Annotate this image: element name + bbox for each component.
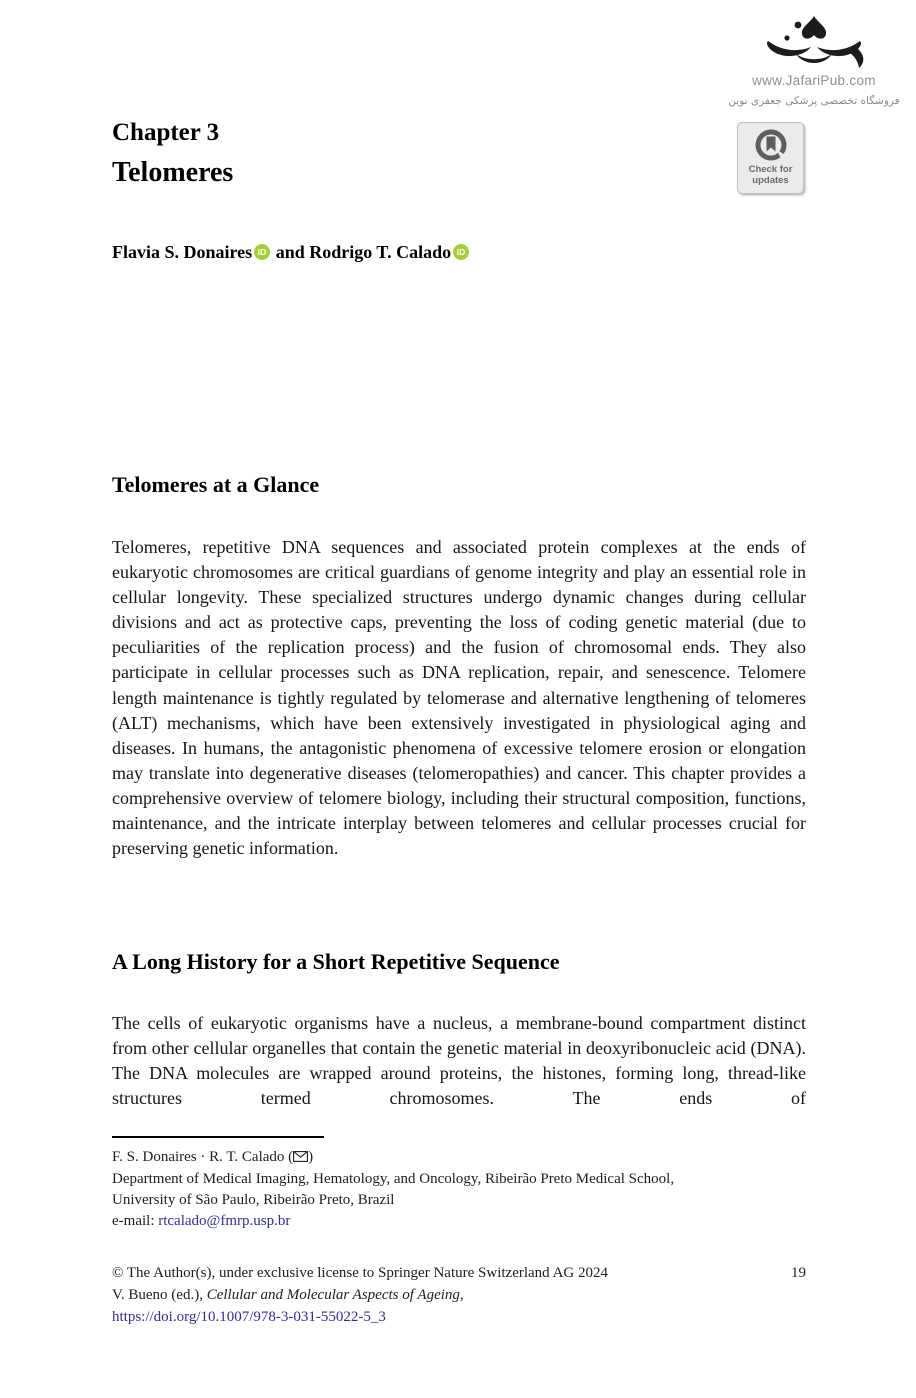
authors-line xyxy=(112,242,470,263)
brand-tagline: فروشگاه تخصصی پزشکی جعفری نوین xyxy=(728,95,900,107)
crossmark-icon xyxy=(738,128,803,162)
copyright-line xyxy=(112,1262,806,1284)
footnote-authors-line xyxy=(112,1147,806,1169)
orcid-icon[interactable] xyxy=(254,244,270,260)
paren-close: ) xyxy=(308,1149,314,1165)
book-title-suffix: , xyxy=(459,1287,464,1303)
page-footer xyxy=(112,1262,806,1328)
email-link[interactable]: rtcalado@fmrp.usp.br xyxy=(158,1213,291,1229)
section-heading-telomeres-at-a-glance: Telomeres at a Glance xyxy=(112,472,320,497)
orcid-icon[interactable] xyxy=(453,244,469,260)
footnote-rule xyxy=(112,1136,324,1138)
author-1: Flavia S. Donaires xyxy=(112,242,253,262)
body-paragraph: The cells of eukaryotic organisms have a nucleus, a membrane-bound compartment distinct from other cellular organelles that contain the genetic material in deoxyribonucleic acid (DNA). The DNA molecules are wrapped around proteins, the histones, forming long, thread-like structures termed chromosomes. The ends of xyxy=(112,1013,806,1109)
authors-separator: and xyxy=(271,242,310,262)
citation-line xyxy=(112,1284,806,1306)
section-heading-long-history: A Long History for a Short Repetitive Sequence xyxy=(112,949,560,974)
doi-line xyxy=(112,1306,806,1328)
brand-url: www.JafariPub.com xyxy=(752,73,876,88)
footnote-block xyxy=(112,1136,806,1232)
footnote-email-line xyxy=(112,1211,806,1232)
copyright-text: © The Author(s), under exclusive license to Springer Nature Switzerland AG 2024 xyxy=(112,1265,609,1281)
check-badge-line2: updates xyxy=(752,175,789,186)
paren-open: ( xyxy=(284,1149,294,1165)
publisher-watermark xyxy=(726,14,902,107)
abstract-paragraph: Telomeres, repetitive DNA sequences and associated protein complexes at the ends of eukaryotic chromosomes are critical guardians of genome integrity and play an essential role in cellular longevity. These specialized structures undergo dynamic changes during cellular divisions and act as protective caps, preventing the loss of coding genetic material (due to peculiarities of the replication process) and the fusion of chromosomal ends. They also participate in cellular processes such as DNA replication, repair, and senescence. Telomere length maintenance is tightly regulated by telomerase and alternative lengthening of telomeres (ALT) mechanisms, which have been extensively investigated in physiological aging and diseases. In humans, the antagonistic phenomena of excessive telomere erosion or elongation may translate into degenerative diseases (telomeropathies) and cancer. This chapter provides a comprehensive overview of telomere biology, including their structural composition, functions, maintenance, and the intricate interplay between telomeres and cellular processes crucial for preserving genetic information. xyxy=(112,537,806,859)
email-label: e-mail: xyxy=(112,1213,159,1229)
svg-text:iD: iD xyxy=(456,247,466,258)
jafaripub-logo-icon xyxy=(726,14,902,72)
check-badge-line1: Check for xyxy=(748,164,793,175)
editor-text: V. Bueno (ed.), xyxy=(112,1287,207,1303)
chapter-title: Telomeres xyxy=(112,156,234,188)
footnote-authors: F. S. Donaires · R. T. Calado xyxy=(112,1149,285,1165)
footnote-affiliation-2: University of São Paulo, Ribeirão Preto, Brazil xyxy=(112,1192,395,1208)
check-for-updates-badge[interactable] xyxy=(737,122,804,194)
author-2: Rodrigo T. Calado xyxy=(309,242,452,262)
chapter-label: Chapter 3 xyxy=(112,119,220,146)
chapter-heading xyxy=(112,119,233,189)
envelope-icon xyxy=(293,1148,308,1169)
page-number: 19 xyxy=(791,1265,806,1281)
doi-link[interactable]: https://doi.org/10.1007/978-3-031-55022-5_3 xyxy=(112,1309,386,1325)
svg-text:iD: iD xyxy=(257,247,267,258)
footnote-affiliation-1: Department of Medical Imaging, Hematology, and Oncology, Ribeirão Preto Medical School, xyxy=(112,1171,675,1187)
book-title: Cellular and Molecular Aspects of Ageing xyxy=(206,1287,460,1303)
